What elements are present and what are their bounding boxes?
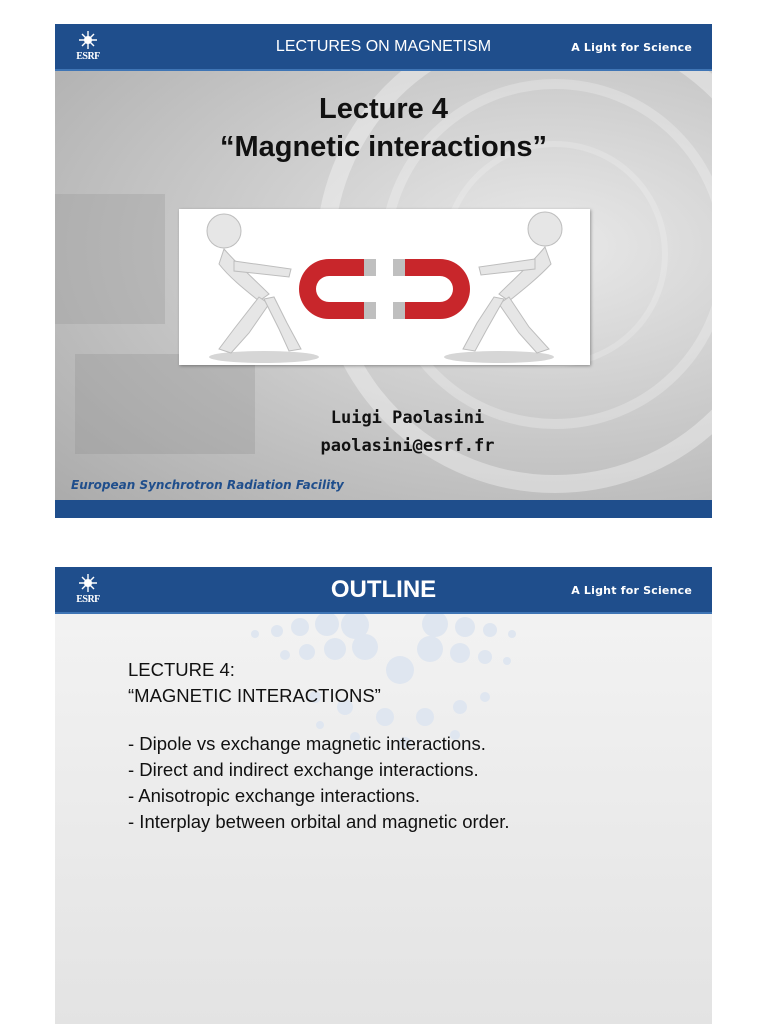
outline-item: - Interplay between orbital and magnetic order. [128,811,510,832]
lecture-number: Lecture 4 [319,93,448,125]
header-title: LECTURES ON MAGNETISM [275,38,492,55]
bottom-bar [55,500,712,518]
tagline: A Light for Science [571,584,692,597]
magnets-illustration [179,209,590,365]
outline-item: - Anisotropic exchange interactions. [128,785,421,806]
author-name: Luigi Paolasini [330,408,485,428]
outline-item: - Direct and indirect exchange interactions. [128,759,479,780]
slide-header [55,567,712,614]
logo-text: ESRF [76,594,100,605]
author-email: paolasini@esrf.fr [320,436,495,456]
lecture-title [55,90,712,166]
slide-header [55,24,712,71]
lecture-topic: “MAGNETIC INTERACTIONS” [128,685,381,706]
author-block [55,404,712,460]
figures-pulling-magnets-image [179,209,590,365]
outline-slide [55,567,712,1024]
outline-item: - Dipole vs exchange magnetic interactions. [128,733,486,754]
outline-content [128,657,510,835]
logo-text: ESRF [76,51,100,62]
footer-text: European Synchrotron Radiation Facility [71,478,344,492]
lecture-label: LECTURE 4: [128,659,235,680]
tagline: A Light for Science [571,41,692,54]
lecture-subject: “Magnetic interactions” [219,131,548,163]
header-title: OUTLINE [330,576,437,603]
title-slide [55,24,712,518]
